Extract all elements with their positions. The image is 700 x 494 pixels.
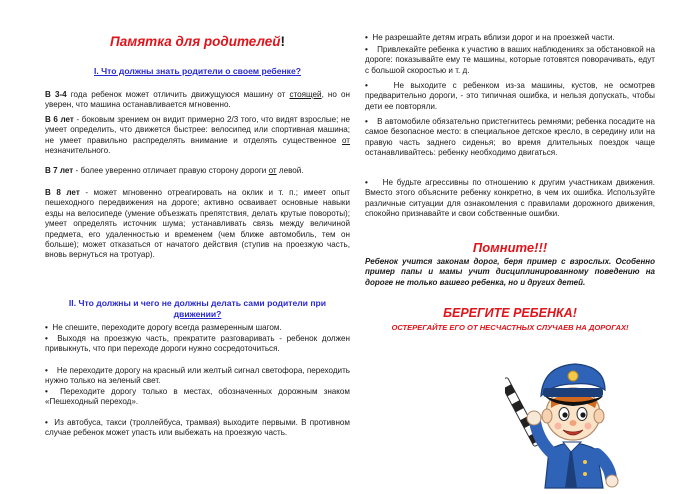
age-6-text-a: - боковым зрением он видит примерно 2/3 того, что видят взрослые; не умеет определить, что движется быстрее: велосипед или спортивная машина; не умеет правильно распределять внимание и отделять существенное	[45, 115, 350, 145]
page-title-mark: !	[280, 34, 285, 49]
age-6-paragraph	[45, 115, 350, 157]
list-item-text: Выходя на проезжую часть, прекратите разговаривать - ребенок должен привыкнуть, что при переходе дороги нужно сосредоточиться.	[45, 334, 350, 354]
age-7-lead: В 7 лет	[45, 166, 74, 175]
list-item	[365, 33, 655, 43]
list-item	[365, 81, 655, 112]
age-3-4-text-a: года ребенок может отличить движущуюся машину от	[66, 90, 290, 99]
bullet-icon: •	[45, 418, 48, 427]
age-3-4-underlined: стоящей	[289, 90, 322, 99]
bullet-icon: •	[365, 117, 368, 126]
list-item	[365, 178, 655, 220]
bullet-icon: •	[365, 45, 368, 54]
page-title	[45, 34, 350, 49]
age-7-text-b: левой.	[276, 166, 304, 175]
remember-text: Ребенок учится законам дорог, беря пример с взрослых. Особенно пример папы и мамы учит дисциплинированному поведению на дороге не только вашего ребенка, но и других детей.	[365, 257, 655, 287]
age-7-paragraph	[45, 166, 350, 176]
list-item-text: Переходите дорогу только в местах, обозначенных дорожным знаком «Пешеходный переход».	[45, 387, 350, 407]
list-item	[45, 323, 350, 333]
list-item	[365, 45, 655, 76]
right-column	[365, 0, 655, 494]
list-item-text: Не выходите с ребенком из-за машины, кустов, не осмотрев предварительно дороги, - это типичная ошибка, и нельзя допускать, чтобы дети ее повторяли.	[365, 81, 655, 111]
list-item	[45, 366, 350, 387]
list-item-text: Привлекайте ребенка к участию в ваших наблюдениях за обстановкой на дороге: показывайте ему те машины, которые готовятся поворачивать, едут с большой скоростью и т. д.	[365, 45, 656, 75]
list-item	[45, 387, 350, 408]
bullet-icon: •	[45, 366, 48, 375]
list-item-text: Не будьте агрессивны по отношению к другим участникам движения. Вместо этого объясните ребенку конкретно, в чем их ошибка. Используйте различные ситуации для ознакомления с правилами дорожного движения, спокойно признавайте и свои собственные ошибки.	[365, 178, 656, 219]
list-item	[45, 418, 350, 439]
bullet-icon: •	[45, 323, 48, 332]
section2-heading	[45, 298, 350, 320]
list-item-text: В автомобиле обязательно пристегнитесь ремнями; ребенка посадите на самое безопасное место: в специальное детское кресло, в середину или на правую часть заднего сиденья; во время длительных поездок чаще останавливайтесь: ребенку необходимо двигаться.	[365, 117, 655, 158]
age-8-text: - может мгновенно отреагировать на оклик и т. п.; имеет опыт пешеходного передвижения на дороге; активно осваивает основные навыки езды на велосипеде (умение объезжать препятствия, делать крутые повороты); умеет определять источник шума; устанавливать связь между величиной предмета, его удаленностью и временем (чем ближе автомобиль, тем он больше); может отказаться от начатого действия (ступив на проезжую часть, вновь вернуться на тротуар).	[45, 188, 350, 260]
remember-title: Помните!!!	[472, 240, 548, 255]
bullet-icon: •	[365, 178, 368, 187]
left-column	[45, 0, 350, 494]
age-8-paragraph	[45, 188, 350, 261]
list-item-text: Не спешите, переходите дорогу всегда размеренным шагом.	[52, 323, 282, 332]
age-6-underlined: от	[341, 135, 350, 145]
care-subtitle: ОСТЕРЕГАЙТЕ ЕГО ОТ НЕСЧАСТНЫХ СЛУЧАЕВ НА ДОРОГАХ!	[391, 323, 629, 332]
traffic-police-boy-icon	[505, 338, 635, 494]
care-title: БЕРЕГИТЕ РЕБЕНКА!	[443, 306, 577, 320]
bullet-icon: •	[45, 387, 48, 396]
page-title-text: Памятка для родителей	[110, 34, 281, 49]
list-item	[365, 117, 655, 159]
list-item-text: Не разрешайте детям играть вблизи дорог и на проезжей части.	[372, 33, 615, 42]
age-7-underlined: от	[268, 166, 277, 175]
list-item	[45, 334, 350, 355]
bullet-icon: •	[365, 81, 368, 90]
age-3-4-text-b: , но он уверен, что машина останавливается мгновенно.	[45, 90, 350, 110]
age-6-text-b: незначительного.	[45, 146, 111, 156]
bullet-icon: •	[365, 33, 368, 42]
bullet-icon: •	[45, 334, 48, 343]
age-8-lead: В 8 лет	[45, 188, 80, 197]
list-item-text: Не переходите дорогу на красный или желтый сигнал светофора, переходить нужно только на зеленый свет.	[45, 366, 350, 386]
list-item-text: Из автобуса, такси (троллейбуса, трамвая) выходите первыми. В противном случае ребенок может упасть или выбежать на проезжую часть.	[45, 418, 350, 438]
age-3-4-lead: В 3-4	[45, 90, 67, 99]
section2-heading-line2: движении?	[173, 309, 222, 319]
section2-heading-line1: II. Что должны и чего не должны делать сами родители при	[68, 298, 327, 308]
age-3-4-paragraph	[45, 90, 350, 111]
age-7-text-a: - более уверенно отличает правую сторону дороги	[73, 166, 269, 175]
age-6-lead: В 6 лет	[45, 115, 74, 124]
section1-heading: I. Что должны знать родители о своем ребенке?	[93, 66, 302, 76]
